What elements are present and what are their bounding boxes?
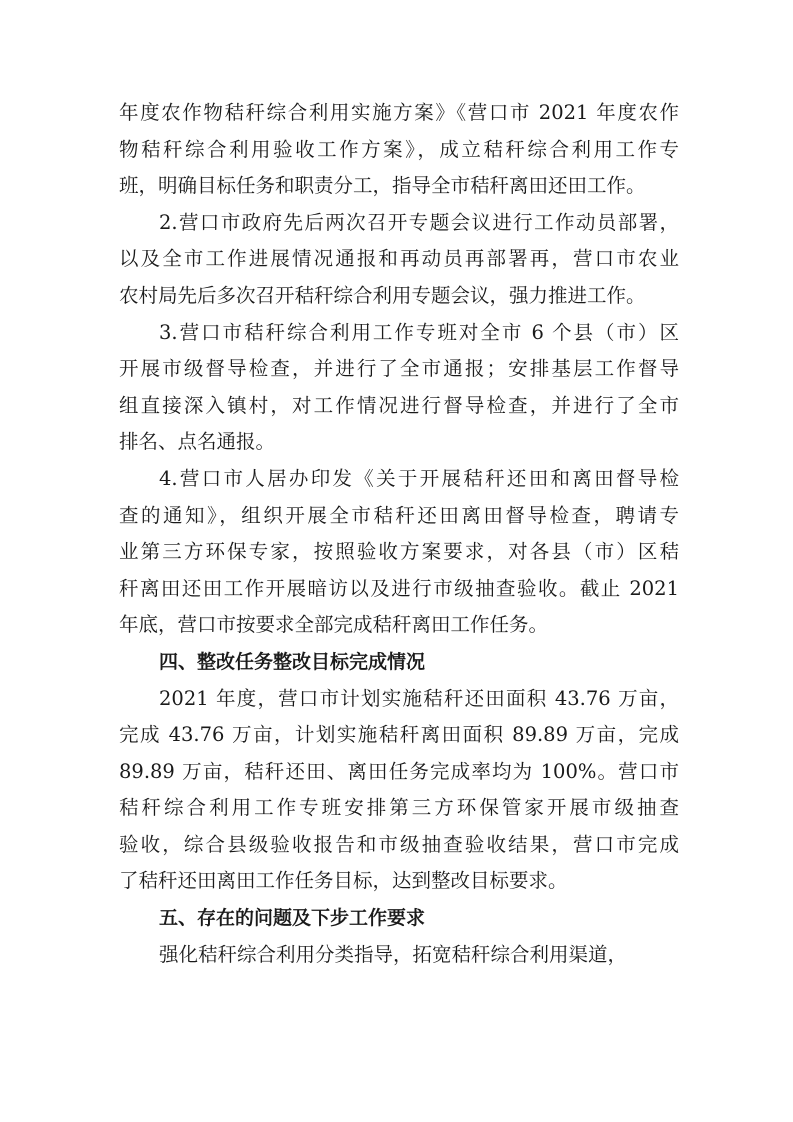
text-line: 2021 年度，营口市计划实施秸秆还田面积 43.76 万亩，: [159, 686, 679, 710]
text-line: 农村局先后多次召开秸秆综合利用专题会议，强力推进工作。: [119, 283, 646, 307]
text-line: 了秸秆还田离田工作任务目标，达到整改目标要求。: [119, 869, 568, 893]
text-line: 强化秸秆综合利用分类指导，拓宽秸秆综合利用渠道，: [159, 942, 628, 966]
text-line: 年底，营口市按要求全部完成秸秆离田工作任务。: [119, 613, 549, 637]
text-line: 排名、点名通报。: [119, 430, 276, 454]
paragraph-section-5: [119, 937, 679, 974]
section-heading-5: 五、存在的问题及下步工作要求: [159, 907, 426, 930]
text-line: 班，明确目标任务和职责分工，指导全市秸秆离田还田工作。: [119, 174, 646, 198]
text-line: 秆离田还田工作开展暗访以及进行市级抽查验收。截止 2021: [119, 576, 679, 600]
paragraph-item-3: [119, 315, 679, 461]
paragraph-item-2: [119, 205, 679, 315]
text-line: 以及全市工作进展情况通报和再动员再部署再，营口市农业: [119, 247, 679, 271]
document-body: [119, 95, 679, 973]
text-line: 89.89 万亩，秸秆还田、离田任务完成率均为 100%。营口市: [119, 759, 679, 783]
text-line: 物秸秆综合利用验收工作方案》，成立秸秆综合利用工作专: [119, 137, 679, 161]
paragraph-section-4: [119, 681, 679, 901]
text-line: 验收，综合县级验收报告和市级抽查验收结果，营口市完成: [119, 832, 679, 856]
text-line: 组直接深入镇村，对工作情况进行督导检查，并进行了全市: [119, 393, 679, 417]
text-line: 年度农作物秸秆综合利用实施方案》《营口市 2021 年度农作: [119, 101, 679, 124]
text-line: 秸秆综合利用工作专班安排第三方环保管家开展市级抽查: [119, 796, 679, 820]
text-line: 3.营口市秸秆综合利用工作专班对全市 6 个县（市）区: [159, 320, 679, 344]
paragraph-plan-continuation: [119, 95, 679, 205]
text-line: 4.营口市人居办印发《关于开展秸秆还田和离田督导检: [159, 466, 679, 490]
section-heading-4: 四、整改任务整改目标完成情况: [159, 650, 426, 673]
text-line: 查的通知》，组织开展全市秸秆还田离田督导检查，聘请专: [119, 503, 679, 527]
paragraph-item-4: [119, 461, 679, 644]
text-line: 完成 43.76 万亩，计划实施秸秆离田面积 89.89 万亩，完成: [119, 723, 679, 747]
text-line: 业第三方环保专家，按照验收方案要求，对各县（市）区秸: [119, 540, 679, 564]
text-line: 开展市级督导检查，并进行了全市通报；安排基层工作督导: [119, 357, 679, 381]
text-line: 2.营口市政府先后两次召开专题会议进行工作动员部署，: [159, 210, 679, 234]
